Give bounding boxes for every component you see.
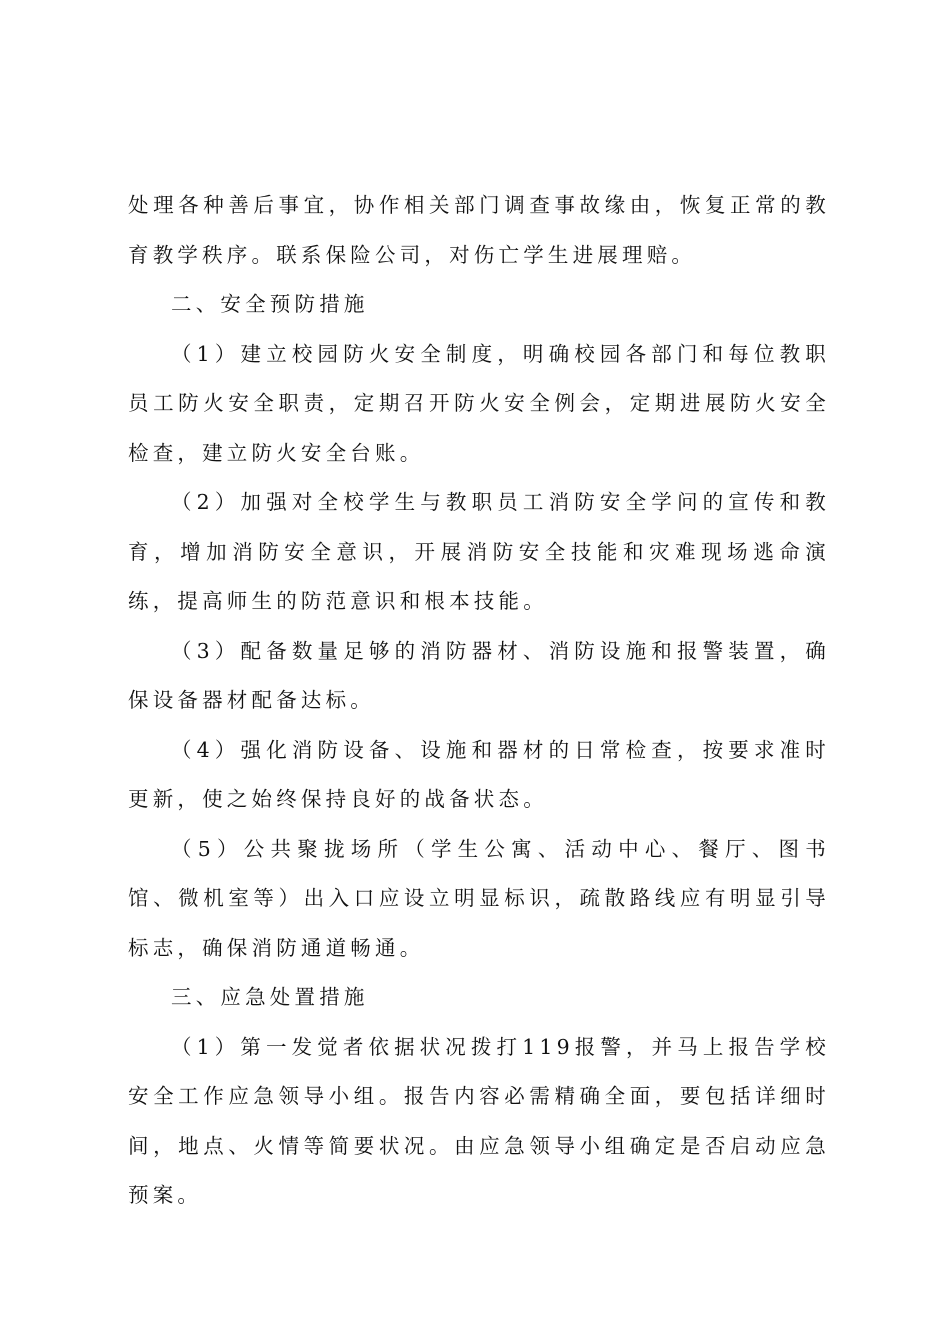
section-heading-prevention: 二、安全预防措施	[171, 292, 369, 316]
section-heading-emergency: 三、应急处置措施	[171, 985, 369, 1009]
emergency-item-1: （1）第一发觉者依据状况拨打119报警，并马上报告学校安全工作应急领导小组。报告内容必需精确全面，要包括详细时间，地点、火情等简要状况。由应急领导小组确定是否启动应急预案。	[128, 1034, 830, 1207]
document-body	[128, 181, 830, 1221]
prevention-item-5: （5）公共聚拢场所（学生公寓、活动中心、餐厅、图书馆、微机室等）出入口应设立明显标识，疏散路线应有明显引导标志，确保消防通道畅通。	[128, 836, 830, 960]
prevention-item-2: （2）加强对全校学生与教职员工消防安全学问的宣传和教育，增加消防安全意识，开展消防安全技能和灾难现场逃命演练，提高师生的防范意识和根本技能。	[128, 490, 830, 613]
prevention-item-3: （3）配备数量足够的消防器材、消防设施和报警装置，确保设备器材配备达标。	[128, 638, 830, 712]
paragraph-continuation: 处理各种善后事宜，协作相关部门调查事故缘由，恢复正常的教育教学秩序。联系保险公司，对伤亡学生进展理赔。	[128, 193, 830, 267]
prevention-item-1: （1）建立校园防火安全制度，明确校园各部门和每位教职员工防火安全职责，定期召开防火安全例会，定期进展防火安全检查，建立防火安全台账。	[128, 341, 830, 465]
prevention-item-4: （4）强化消防设备、设施和器材的日常检查，按要求准时更新，使之始终保持良好的战备状态。	[128, 737, 830, 811]
